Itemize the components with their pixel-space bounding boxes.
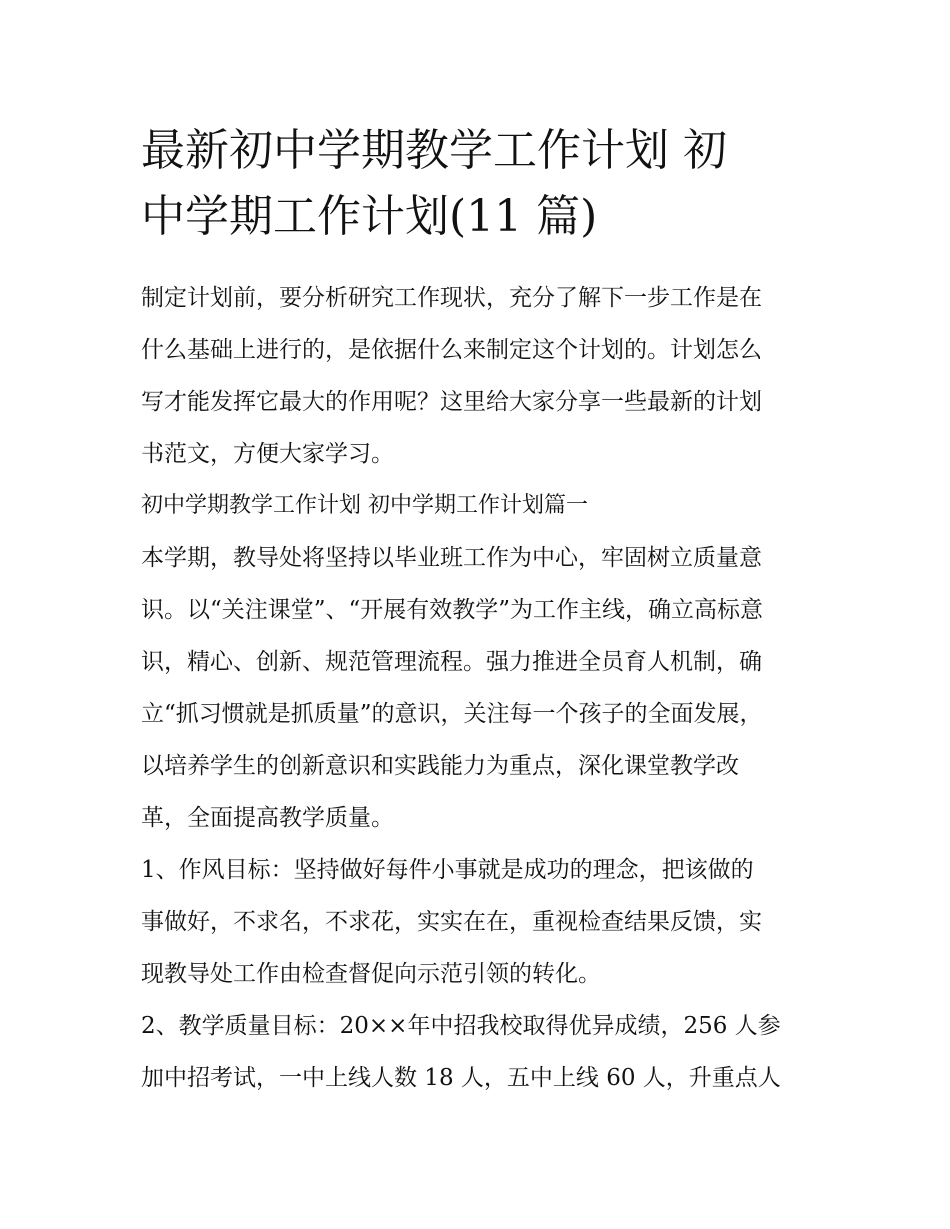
title-line: 最新初中学期教学工作计划 初	[141, 125, 727, 176]
document-body	[141, 272, 813, 1104]
list-item-line: 事做好，不求名，不求花，实实在在，重视检查结果反馈，实	[141, 909, 762, 935]
intro-line: 制定计划前，要分析研究工作现状，充分了解下一步工作是在	[141, 285, 762, 311]
paragraph-line: 本学期，教导处将坚持以毕业班工作为中心，牢固树立质量意	[141, 545, 762, 571]
document-content	[141, 118, 813, 1104]
paragraph-line: 革，全面提高教学质量。	[141, 805, 394, 831]
section-heading: 初中学期教学工作计划 初中学期工作计划篇一	[141, 493, 588, 518]
intro-line: 写才能发挥它最大的作用呢？这里给大家分享一些最新的计划	[141, 389, 762, 415]
paragraph-line: 立“抓习惯就是抓质量”的意识，关注每一个孩子的全面发展，	[141, 701, 763, 727]
list-item-line: 1、作风目标：坚持做好每件小事就是成功的理念，把该做的	[141, 857, 754, 883]
paragraph-line: 以培养学生的创新意识和实践能力为重点，深化课堂教学改	[141, 753, 739, 779]
list-item-line: 加中招考试，一中上线人数 18 人，五中上线 60 人，升重点人	[141, 1065, 781, 1091]
title-line: 中学期工作计划(11 篇)	[141, 191, 598, 242]
list-item-line: 2、教学质量目标：20××年中招我校取得优异成绩，256 人参	[141, 1013, 781, 1039]
list-item-line: 现教导处工作由检查督促向示范引领的转化。	[141, 961, 601, 987]
paragraph-line: 识，精心、创新、规范管理流程。强力推进全员育人机制，确	[141, 649, 762, 675]
intro-line: 书范文，方便大家学习。	[141, 441, 394, 467]
document-title	[141, 118, 813, 250]
intro-line: 什么基础上进行的，是依据什么来制定这个计划的。计划怎么	[141, 337, 762, 363]
paragraph-line: 识。以“关注课堂”、“开展有效教学”为工作主线，确立高标意	[141, 597, 764, 623]
